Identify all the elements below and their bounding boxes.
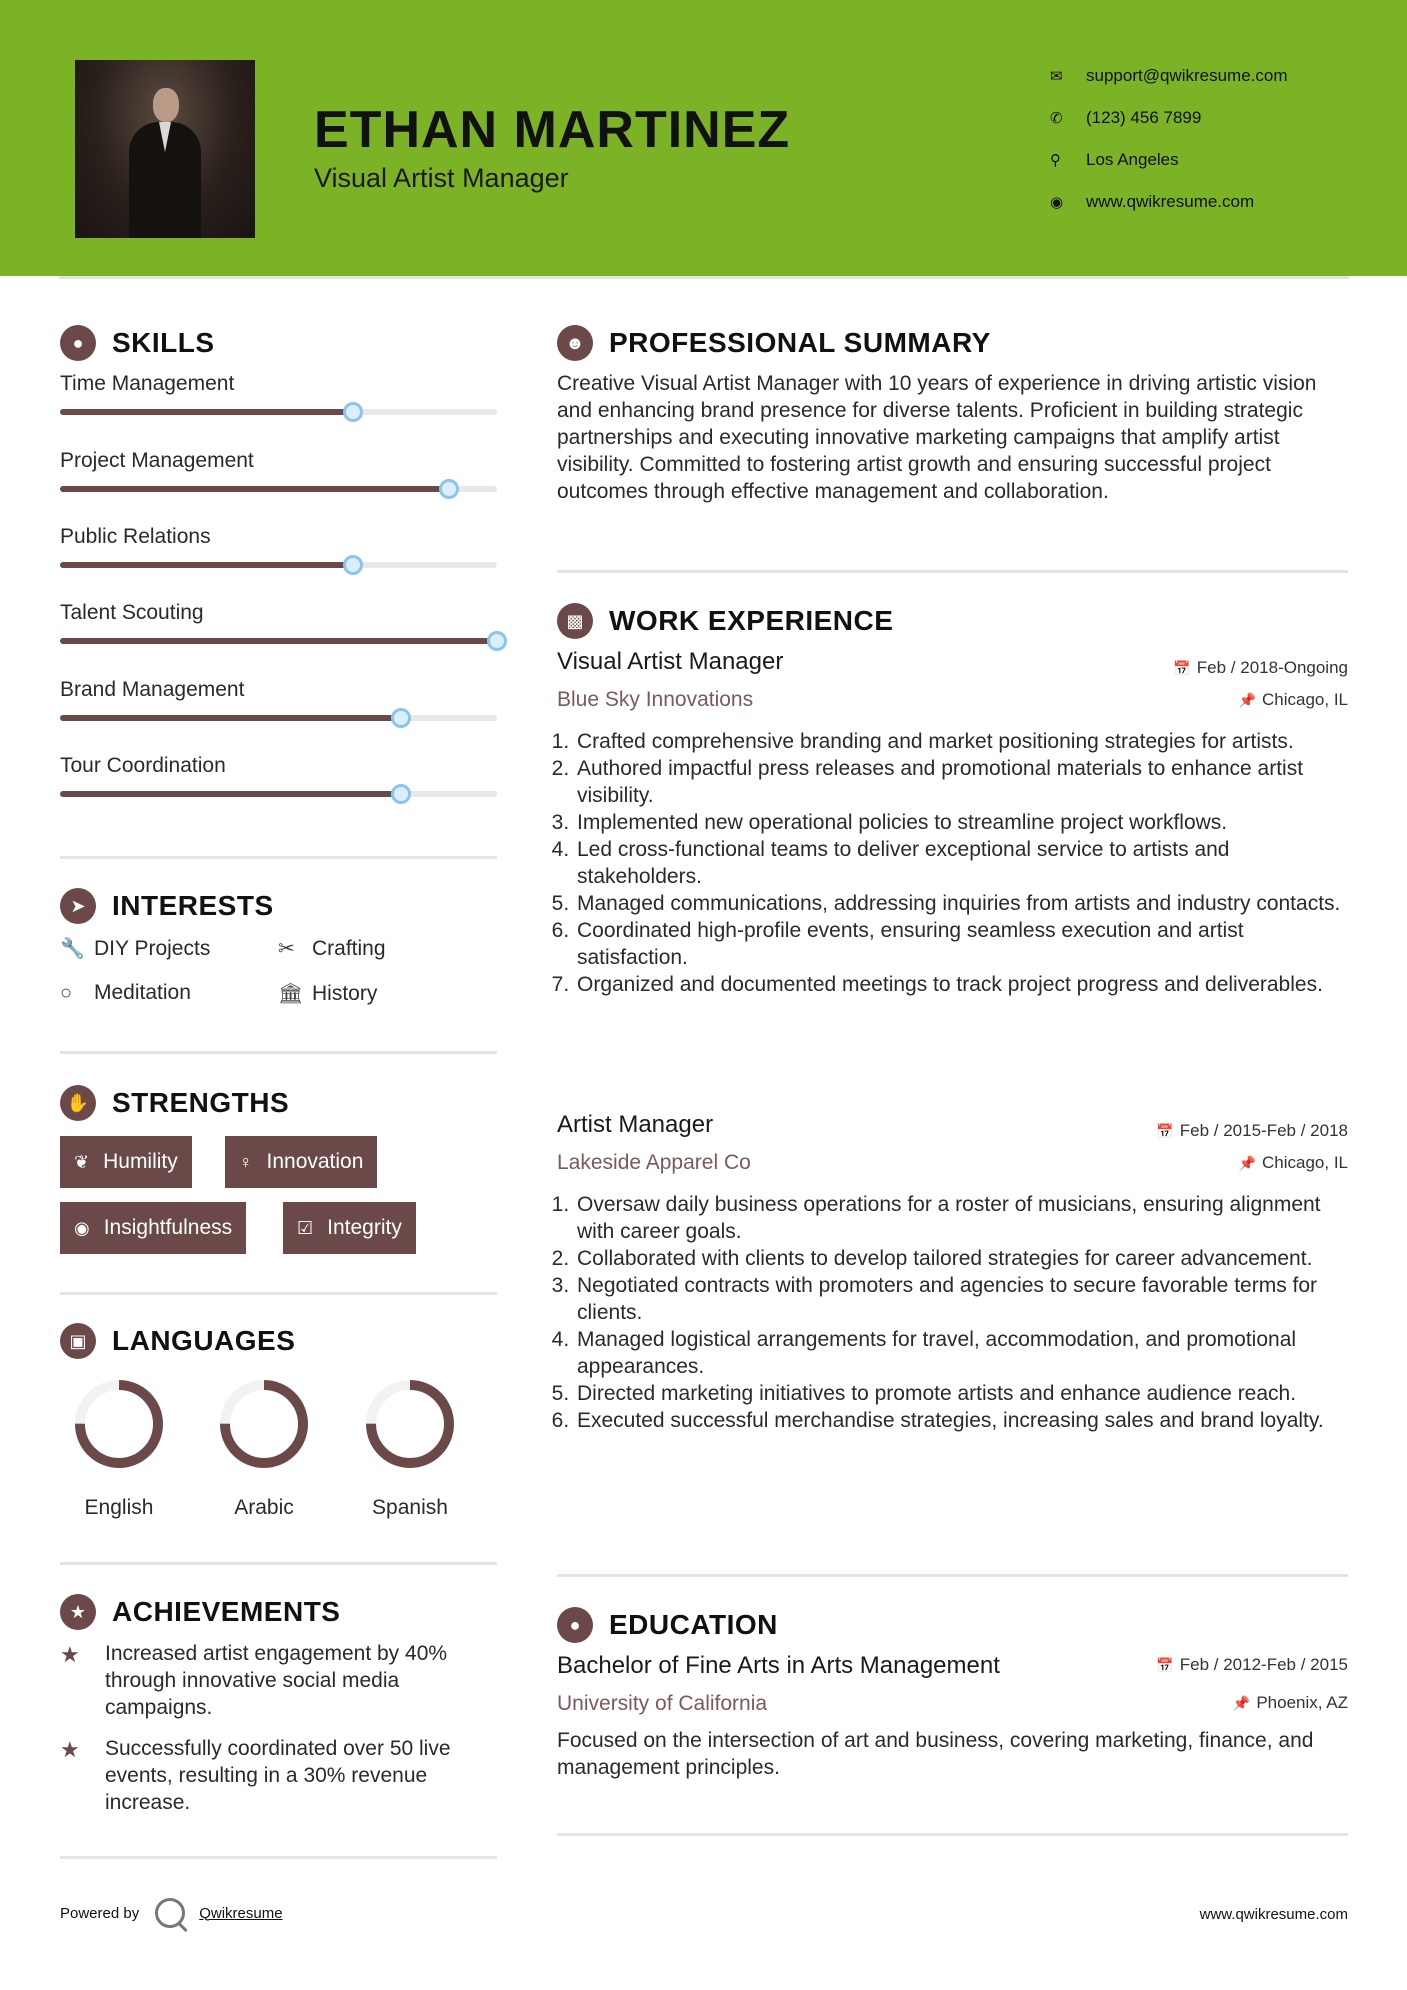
skill-label: Project Management — [60, 449, 254, 472]
achievement-text: Increased artist engagement by 40% through innovative social media campaigns. — [105, 1642, 448, 1719]
section-divider — [557, 570, 1348, 573]
strength-badge — [60, 1136, 192, 1188]
qwikresume-logo-icon — [155, 1898, 185, 1928]
duty-item: 2. Authored impactful press releases and promotional materials to enhance artist visibility. — [575, 755, 1357, 809]
section-divider — [60, 1051, 497, 1054]
skills-heading — [60, 325, 215, 361]
duty-item: 6. Coordinated high-profile events, ensuring seamless execution and artist satisfaction. — [575, 917, 1357, 971]
candidate-name: ETHAN MARTINEZ — [314, 101, 791, 159]
education-heading — [557, 1607, 778, 1643]
fist-icon: ✋ — [60, 1085, 96, 1121]
wrench-icon: 🔧 — [60, 938, 85, 960]
duty-item: 7. Organized and documented meetings to track project progress and deliverables. — [575, 971, 1357, 998]
skills-title: SKILLS — [112, 327, 215, 358]
footer-website-link[interactable]: www.qwikresume.com — [1199, 1906, 1348, 1923]
duty-item: 5. Managed communications, addressing inquiries from artists and industry contacts. — [575, 890, 1357, 917]
language-gauge — [364, 1378, 456, 1470]
header-banner — [0, 0, 1407, 276]
job-dates-text: Feb / 2018-Ongoing — [1196, 658, 1348, 677]
strength-label: Innovation — [266, 1150, 364, 1173]
strengths-heading — [60, 1085, 289, 1121]
education-dates — [1156, 1655, 1348, 1675]
duty-item: 5. Directed marketing initiatives to promote artists and enhance audience reach. — [575, 1380, 1357, 1407]
contact-website[interactable] — [1050, 181, 1288, 223]
bank-icon: 🏛 — [278, 983, 304, 1005]
skill-slider-knob[interactable] — [343, 555, 363, 575]
star-icon: ★ — [60, 1642, 80, 1667]
eye-icon: ◉ — [74, 1217, 90, 1238]
section-divider — [557, 1833, 1348, 1836]
language-card-icon: ▣ — [60, 1323, 96, 1359]
section-divider — [60, 1292, 497, 1295]
skill-track — [60, 638, 497, 644]
duty-item: 4. Managed logistical arrangements for travel, accommodation, and promotional appearances. — [575, 1326, 1357, 1380]
skill-track — [60, 791, 497, 797]
interests-heading — [60, 888, 274, 924]
skill-item — [60, 449, 497, 473]
language-item — [214, 1378, 314, 1520]
skill-label: Public Relations — [60, 525, 211, 548]
section-divider — [60, 1562, 497, 1565]
duty-item: 4. Led cross-functional teams to deliver exceptional service to artists and stakeholders. — [575, 836, 1357, 890]
education-location — [1233, 1693, 1348, 1713]
skill-fill — [60, 638, 497, 644]
qwikresume-link[interactable]: Qwikresume — [199, 1904, 283, 1922]
job-location — [1239, 690, 1348, 710]
skill-fill — [60, 715, 401, 721]
header-divider — [59, 276, 1349, 279]
duty-item: 3. Implemented new operational policies to streamline project workflows. — [575, 809, 1357, 836]
job-location — [1239, 1153, 1348, 1173]
contact-email-text: support@qwikresume.com — [1086, 66, 1288, 85]
skill-label: Talent Scouting — [60, 601, 204, 624]
interest-label: Meditation — [94, 981, 191, 1004]
duty-item: 1. Crafted comprehensive branding and market positioning strategies for artists. — [575, 728, 1357, 755]
education-dates-text: Feb / 2012-Feb / 2015 — [1179, 1655, 1348, 1674]
interest-label: Crafting — [312, 936, 386, 960]
interest-item — [278, 936, 386, 961]
language-item — [69, 1378, 169, 1520]
contact-phone-text: (123) 456 7899 — [1086, 108, 1202, 127]
skill-label: Tour Coordination — [60, 754, 226, 777]
pin-icon: 📌 — [1238, 692, 1256, 708]
profile-photo — [75, 60, 255, 238]
achievements-heading — [60, 1594, 340, 1630]
calendar-icon: 📅 — [1156, 1657, 1174, 1673]
summary-heading — [557, 325, 991, 361]
phone-icon: ✆ — [1050, 110, 1063, 127]
achievement-text: Successfully coordinated over 50 live events, resulting in a 30% revenue increase. — [105, 1737, 451, 1814]
duty-item: 3. Negotiated contracts with promoters and agencies to secure favorable terms for clients. — [575, 1272, 1357, 1326]
map-pin-icon: ⚲ — [1050, 152, 1061, 169]
user-icon: ☻ — [557, 325, 593, 361]
skill-track — [60, 409, 497, 415]
job-company: Blue Sky Innovations — [557, 688, 754, 711]
section-divider — [60, 856, 497, 859]
strengths-title: STRENGTHS — [112, 1087, 290, 1118]
contact-phone[interactable] — [1050, 97, 1288, 139]
skill-item — [60, 678, 497, 702]
skill-fill — [60, 409, 353, 415]
interest-label: History — [312, 981, 378, 1005]
circle-icon: ○ — [60, 981, 73, 1004]
job-company: Lakeside Apparel Co — [557, 1151, 751, 1174]
languages-title: LANGUAGES — [112, 1325, 296, 1356]
work-heading — [557, 603, 893, 639]
duty-item: 2. Collaborated with clients to develop tailored strategies for career advancement. — [575, 1245, 1357, 1272]
languages-heading — [60, 1323, 295, 1359]
duty-item: 6. Executed successful merchandise strategies, increasing sales and brand loyalty. — [575, 1407, 1357, 1434]
skill-slider-knob[interactable] — [391, 708, 411, 728]
skill-track — [60, 715, 497, 721]
contact-location — [1050, 139, 1288, 181]
job-duties-list — [557, 728, 1357, 998]
education-location-text: Phoenix, AZ — [1256, 1693, 1348, 1712]
graduate-icon: ● — [557, 1607, 593, 1643]
language-label: Arabic — [234, 1496, 294, 1519]
language-gauge — [218, 1378, 310, 1470]
contact-website-text: www.qwikresume.com — [1086, 192, 1255, 211]
calendar-icon: 📅 — [1156, 1123, 1174, 1139]
duty-item: 1. Oversaw daily business operations for a roster of musicians, ensuring alignment with career goals. — [575, 1191, 1357, 1245]
language-label: Spanish — [372, 1496, 448, 1519]
job-dates — [1173, 658, 1348, 678]
skill-slider-knob[interactable] — [439, 479, 459, 499]
summary-title: PROFESSIONAL SUMMARY — [609, 327, 991, 358]
skill-fill — [60, 562, 353, 568]
job-dates — [1156, 1121, 1348, 1141]
envelope-icon: ✉ — [1050, 68, 1063, 85]
job-duties-list — [557, 1191, 1357, 1434]
education-description: Focused on the intersection of art and business, covering marketing, finance, and management principles. — [557, 1729, 1314, 1779]
school-name: University of California — [557, 1692, 768, 1715]
skill-fill — [60, 486, 449, 492]
achievement-item — [60, 1640, 500, 1721]
section-divider — [60, 1856, 497, 1859]
skill-label: Time Management — [60, 372, 235, 395]
interest-item — [60, 981, 191, 1005]
strength-label: Integrity — [327, 1216, 402, 1239]
skill-slider-knob[interactable] — [391, 784, 411, 804]
footer-powered-by — [60, 1898, 283, 1928]
lightbulb-icon: ● — [60, 325, 96, 361]
skill-item — [60, 372, 497, 396]
skill-item — [60, 601, 497, 625]
strength-label: Insightfulness — [103, 1216, 233, 1239]
skill-item — [60, 754, 497, 778]
pin-icon: 📌 — [1238, 1155, 1256, 1171]
star-icon: ★ — [60, 1737, 80, 1762]
interest-label: DIY Projects — [94, 936, 211, 960]
scissors-icon: ✂ — [278, 938, 295, 960]
interests-title: INTERESTS — [112, 890, 274, 921]
globe-icon: ◉ — [1050, 194, 1064, 211]
strength-badge — [60, 1202, 246, 1254]
job-title: Visual Artist Manager — [557, 648, 784, 675]
skill-track — [60, 562, 497, 568]
strength-label: Humility — [103, 1150, 178, 1173]
achievement-item — [60, 1735, 500, 1816]
lightbulb-icon: ♀ — [239, 1151, 253, 1172]
language-item — [360, 1378, 460, 1520]
job-title: Artist Manager — [557, 1111, 714, 1138]
skill-slider-knob[interactable] — [487, 631, 507, 651]
candidate-title: Visual Artist Manager — [314, 163, 569, 193]
job-location-text: Chicago, IL — [1262, 1153, 1348, 1172]
skill-slider-knob[interactable] — [343, 402, 363, 422]
summary-text: Creative Visual Artist Manager with 10 years of experience in driving artistic vision and enhancing brand presence for diverse talents. Proficient in building strategic partnerships and executing innovative marketing campaigns that amplify artist visibility. Committed to fostering artist growth and ensuring successful project outcomes through effective management and collaboration. — [557, 372, 1317, 503]
checkbox-icon: ☑ — [297, 1217, 314, 1238]
language-label: English — [84, 1496, 154, 1519]
education-title: EDUCATION — [609, 1609, 778, 1640]
interest-item — [278, 981, 377, 1006]
job-location-text: Chicago, IL — [1262, 690, 1348, 709]
contact-list — [1050, 55, 1288, 223]
leaf-icon: ❦ — [74, 1151, 90, 1172]
calendar-icon: 📅 — [1173, 660, 1191, 676]
skill-fill — [60, 791, 401, 797]
job-dates-text: Feb / 2015-Feb / 2018 — [1179, 1121, 1348, 1140]
language-gauge — [73, 1378, 165, 1470]
degree-title: Bachelor of Fine Arts in Arts Management — [557, 1652, 1000, 1679]
strength-badge — [225, 1136, 377, 1188]
section-divider — [557, 1574, 1348, 1577]
skill-label: Brand Management — [60, 678, 245, 701]
pin-icon: 📌 — [1232, 1695, 1251, 1711]
skill-track — [60, 486, 497, 492]
interest-item — [60, 936, 210, 961]
skill-item — [60, 525, 497, 549]
work-title: WORK EXPERIENCE — [609, 605, 894, 636]
strength-badge — [283, 1202, 416, 1254]
powered-by-label: Powered by — [60, 1904, 140, 1922]
star-badge-icon: ★ — [60, 1594, 96, 1630]
contact-location-text: Los Angeles — [1086, 150, 1179, 169]
office-chair-icon: ▩ — [557, 603, 593, 639]
paper-plane-icon: ➤ — [60, 888, 96, 924]
contact-email[interactable] — [1050, 55, 1288, 97]
achievements-title: ACHIEVEMENTS — [112, 1596, 341, 1627]
photo-figure-head — [153, 88, 179, 122]
